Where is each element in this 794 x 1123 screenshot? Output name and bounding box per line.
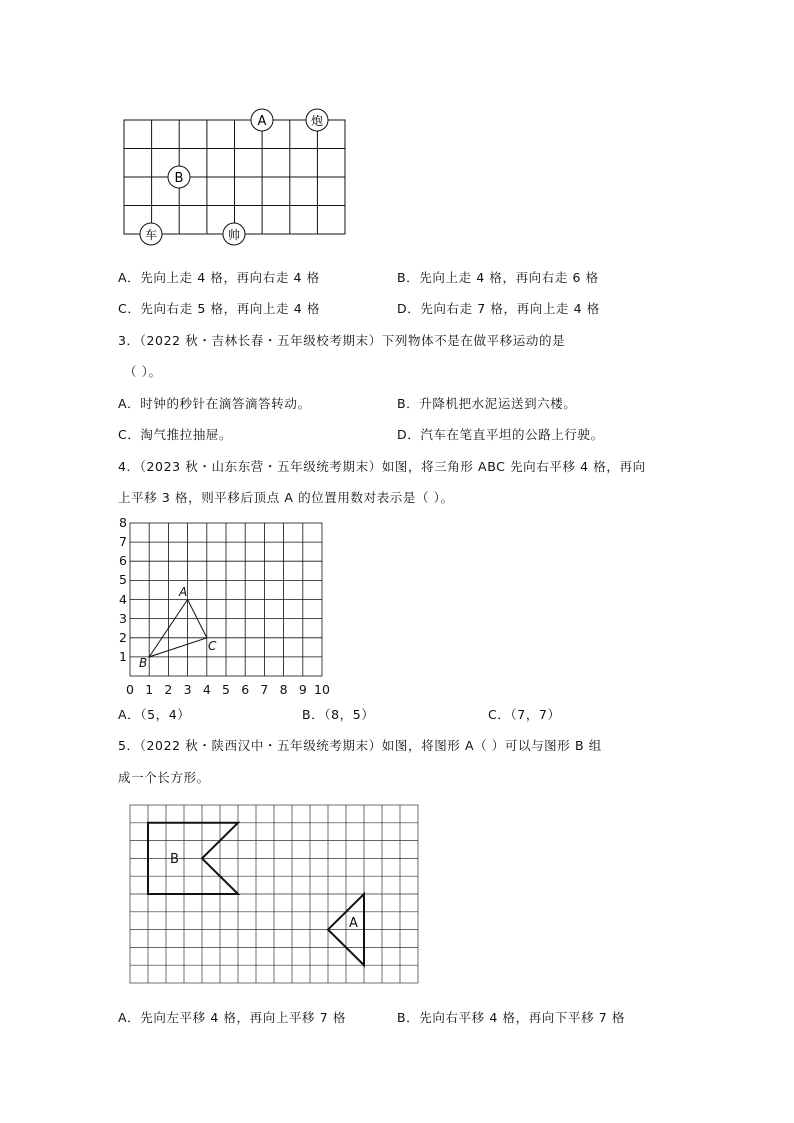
svg-text:炮: 炮 xyxy=(310,114,324,128)
chess-piece-che xyxy=(140,223,162,245)
q2-option-a: A．先向上走 4 格，再向右走 4 格 xyxy=(118,270,320,285)
y-tick-2: 2 xyxy=(119,630,127,645)
svg-text:帅: 帅 xyxy=(227,228,241,242)
x-tick-6: 6 xyxy=(241,682,250,697)
x-tick-9: 9 xyxy=(298,682,307,697)
q4-stem-line1: 4．（2023 秋・山东东营・五年级统考期末）如图，将三角形 ABC 先向右平移 4 格，再向 xyxy=(118,459,646,474)
q3-option-c: C．淘气推拉抽屉。 xyxy=(118,427,233,442)
q3-stem-line2: （ ）。 xyxy=(124,364,162,379)
svg-text:A: A xyxy=(257,114,267,129)
q2-option-b: B．先向上走 4 格，再向右走 6 格 xyxy=(397,270,599,285)
q4-option-b: B．（8，5） xyxy=(302,707,375,722)
y-tick-1: 1 xyxy=(119,649,127,664)
coordinate-grid-figure xyxy=(110,512,340,700)
x-tick-4: 4 xyxy=(202,682,211,697)
shape-a-label: A xyxy=(349,916,358,931)
chess-piece-A xyxy=(251,109,273,131)
chess-piece-pao xyxy=(306,109,328,131)
chess-piece-B xyxy=(168,166,190,188)
x-tick-3: 3 xyxy=(183,682,192,697)
q2-option-d: D．先向右走 7 格，再向上走 4 格 xyxy=(397,301,600,316)
q2-option-c: C．先向右走 5 格，再向上走 4 格 xyxy=(118,301,320,316)
x-tick-5: 5 xyxy=(222,682,230,697)
chess-piece-shuai xyxy=(223,223,245,245)
x-tick-10: 10 xyxy=(314,682,330,697)
x-tick-1: 1 xyxy=(145,682,154,697)
svg-text:车: 车 xyxy=(144,228,158,242)
vertex-label-c: C xyxy=(208,639,217,653)
x-tick-2: 2 xyxy=(164,682,173,697)
x-tick-7: 7 xyxy=(260,682,269,697)
vertex-label-a: A xyxy=(179,585,188,599)
x-tick-8: 8 xyxy=(279,682,288,697)
q3-option-b: B．升降机把水泥运送到六楼。 xyxy=(397,396,577,411)
chess-board-figure xyxy=(110,100,360,250)
svg-text:B: B xyxy=(174,171,184,186)
q5-option-a: A．先向左平移 4 格，再向上平移 7 格 xyxy=(118,1010,346,1025)
shape-b-label: B xyxy=(170,852,179,867)
vertex-label-b: B xyxy=(139,656,148,670)
q4-option-c: C．（7，7） xyxy=(488,707,561,722)
q4-stem-line2: 上平移 3 格，则平移后顶点 A 的位置用数对表示是（ ）。 xyxy=(118,490,454,505)
q5-option-b: B．先向右平移 4 格，再向下平移 7 格 xyxy=(397,1010,625,1025)
q3-option-a: A．时钟的秒针在滴答滴答转动。 xyxy=(118,396,311,411)
q3-stem-line1: 3．（2022 秋・吉林长春・五年级校考期末）下列物体不是在做平移运动的是 xyxy=(118,333,566,348)
y-tick-7: 7 xyxy=(119,534,127,549)
q4-option-a: A．（5，4） xyxy=(118,707,191,722)
y-tick-6: 6 xyxy=(119,553,127,568)
translation-grid-figure xyxy=(120,796,430,996)
y-tick-5: 5 xyxy=(119,572,127,587)
x-tick-0: 0 xyxy=(126,682,134,697)
y-tick-4: 4 xyxy=(119,592,127,607)
y-tick-3: 3 xyxy=(119,611,127,626)
q3-option-d: D．汽车在笔直平坦的公路上行驶。 xyxy=(397,427,604,442)
y-tick-8: 8 xyxy=(119,515,127,530)
triangle-abc xyxy=(149,600,207,657)
q5-stem-line2: 成一个长方形。 xyxy=(118,770,210,785)
q5-stem-line1: 5．（2022 秋・陕西汉中・五年级统考期末）如图，将图形 A（ ）可以与图形 B 组 xyxy=(118,738,602,753)
